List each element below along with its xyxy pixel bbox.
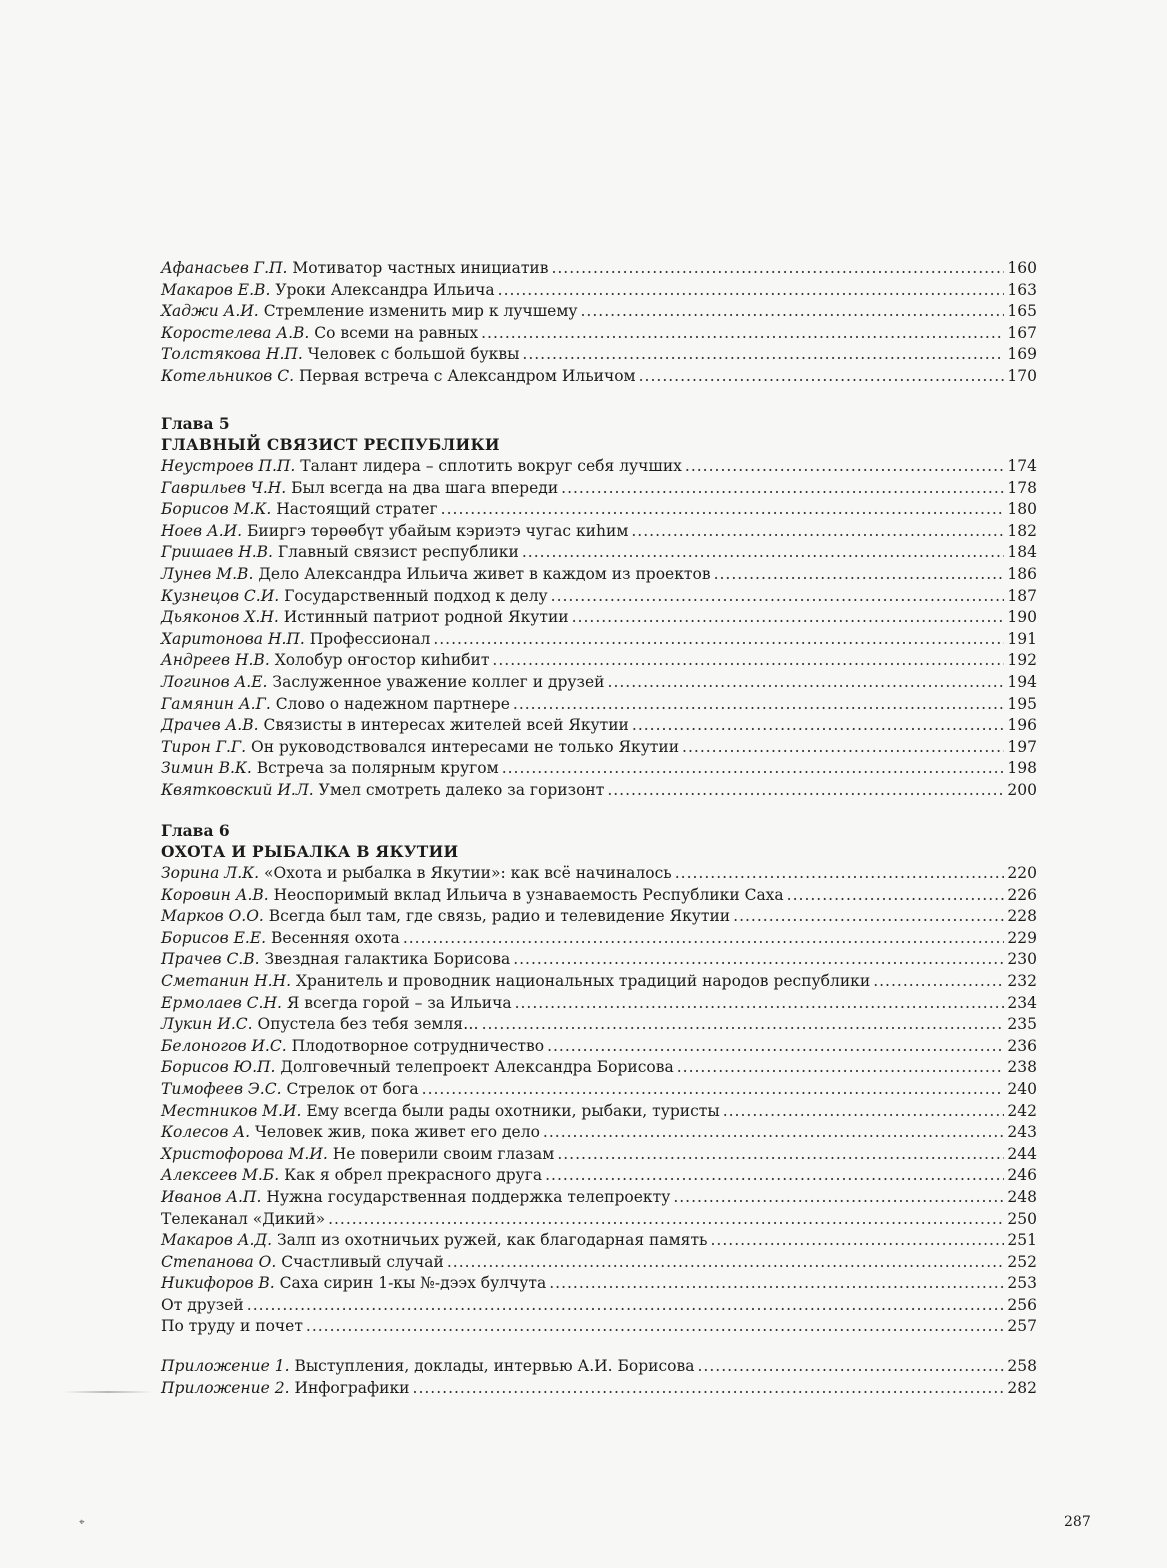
toc-entry-title: Человек жив, пока живет его дело xyxy=(254,1123,540,1142)
dot-leader xyxy=(522,344,1004,366)
toc-entry xyxy=(161,586,1037,608)
toc-entry-text xyxy=(161,607,569,629)
toc-entry xyxy=(161,993,1037,1015)
toc-entry-title: Залп из охотничьих ружей, как благодарная память xyxy=(276,1231,708,1250)
toc-entry-page: 228 xyxy=(1007,907,1037,926)
toc-entry-text xyxy=(161,1187,670,1209)
toc-entry-page: 184 xyxy=(1007,543,1037,562)
dot-leader xyxy=(481,323,1004,345)
toc-entry-title: Умел смотреть далеко за горизонт xyxy=(318,780,605,799)
toc-entry xyxy=(161,521,1037,543)
dot-leader xyxy=(714,564,1005,586)
dot-leader xyxy=(551,586,1005,608)
toc-entry xyxy=(161,1316,1037,1338)
toc-entry xyxy=(161,301,1037,323)
toc-entry-title: Не поверили своим глазам xyxy=(332,1144,555,1163)
toc-entry-author: Лукин И.С. xyxy=(161,1015,253,1034)
dot-leader xyxy=(639,366,1005,388)
toc-entry-author: Гамянин А.Г. xyxy=(161,694,271,713)
toc-entry-author: Гаврильев Ч.Н. xyxy=(161,478,287,497)
toc-entry-page: 160 xyxy=(1007,259,1037,277)
toc-entry-author: Борисов Е.Е. xyxy=(161,928,267,947)
toc-entry-author: Прачев С.В. xyxy=(161,950,260,969)
toc-entry-text xyxy=(161,323,478,345)
toc-entry xyxy=(161,1036,1037,1058)
toc-entry xyxy=(161,906,1037,928)
dot-leader xyxy=(561,478,1004,500)
toc-entry-author: Дьяконов Х.Н. xyxy=(161,608,279,627)
dot-leader xyxy=(413,1378,1005,1400)
toc-entry-author: Тимофеев Э.С. xyxy=(161,1079,282,1098)
toc-entry-text xyxy=(161,928,400,950)
toc-entry-title: Выступления, доклады, интервью А.И. Борисова xyxy=(294,1357,695,1375)
toc-entry-author: Кузнецов С.И. xyxy=(161,586,280,605)
toc-entry-text xyxy=(161,971,870,993)
toc-entry-title: Опустела без тебя земля… xyxy=(257,1015,479,1034)
toc-entry-author: Логинов А.Е. xyxy=(161,672,268,691)
chapter-number: Глава 6 xyxy=(161,821,230,840)
toc-entry-title: Талант лидера – сплотить вокруг себя лучших xyxy=(300,457,682,475)
toc-entry-text xyxy=(161,906,730,928)
toc-entry-page: 170 xyxy=(1007,366,1037,385)
toc-entry-page: 191 xyxy=(1007,629,1037,648)
toc-entry-author: Хаджи А.И. xyxy=(161,302,259,321)
toc-entry xyxy=(161,694,1037,716)
scan-streak xyxy=(64,1391,152,1393)
toc-entry-page: 246 xyxy=(1007,1166,1037,1185)
toc-entry-author: Марков О.О. xyxy=(161,907,264,926)
dot-leader xyxy=(522,542,1005,564)
toc-entry-text xyxy=(161,301,578,323)
toc-entry-text xyxy=(161,694,510,716)
toc-entry-author: Коростелева А.В. xyxy=(161,323,310,342)
toc-entry-title: Человек с большой буквы xyxy=(307,345,520,364)
toc-entry xyxy=(161,1057,1037,1079)
toc-entry xyxy=(161,1144,1037,1166)
toc-entry-title: Истинный патриот родной Якутии xyxy=(283,608,569,627)
toc-entry-page: 253 xyxy=(1007,1274,1037,1293)
toc-entry-text xyxy=(161,1079,419,1101)
toc-entry-author: Драчев А.В. xyxy=(161,716,259,735)
toc-entry-text xyxy=(161,1101,720,1123)
toc-entry-page: 196 xyxy=(1007,716,1037,735)
dot-leader xyxy=(441,499,1005,521)
toc-entry-page: 256 xyxy=(1007,1295,1037,1314)
toc-group-chapter4-tail xyxy=(161,258,1037,388)
dot-leader xyxy=(608,672,1005,694)
dot-leader xyxy=(492,650,1004,672)
toc-entry-text xyxy=(161,586,548,608)
toc-entry xyxy=(161,715,1037,737)
toc-entry-text xyxy=(161,715,629,737)
toc-entry xyxy=(161,323,1037,345)
toc-entry-text xyxy=(161,478,558,500)
dot-leader xyxy=(513,949,1004,971)
toc-entry-title: От друзей xyxy=(161,1295,244,1314)
toc-entry-author: Ноев А.И. xyxy=(161,521,243,540)
toc-entry-text xyxy=(161,758,499,780)
toc-entry-author: Квятковский И.Л. xyxy=(161,780,314,799)
page-number: 287 xyxy=(1064,1514,1091,1530)
toc-entry-text xyxy=(161,564,711,586)
toc-entry-title: Нужна государственная поддержка телепроекту xyxy=(266,1187,671,1206)
chapter-title: ГЛАВНЫЙ СВЯЗИСТ РЕСПУБЛИКИ xyxy=(161,435,500,454)
toc-entry-text xyxy=(161,456,682,478)
toc-entry-author: Неустроев П.П. xyxy=(161,457,296,475)
toc-entry-title: Первая встреча с Александром Ильичом xyxy=(298,366,636,385)
toc-entry-page: 236 xyxy=(1007,1036,1037,1055)
toc-entry-title: Слово о надежном партнере xyxy=(275,694,510,713)
toc-entry-page: 248 xyxy=(1007,1187,1037,1206)
toc-entry-page: 190 xyxy=(1007,608,1037,627)
toc-entry-title: Уроки Александра Ильича xyxy=(275,280,495,299)
toc-entry-author: Коровин А.В. xyxy=(161,885,269,904)
toc-entry-page: 180 xyxy=(1007,500,1037,519)
toc-entry-page: 244 xyxy=(1007,1144,1037,1163)
toc-entry-text xyxy=(161,672,605,694)
dot-leader xyxy=(723,1101,1005,1123)
toc-entry-title: Всегда был там, где связь, радио и телевидение Якутии xyxy=(268,907,731,926)
toc-entry-title: По труду и почет xyxy=(161,1317,303,1336)
dot-leader xyxy=(547,1036,1004,1058)
toc-entry-title: Стрелок от бога xyxy=(286,1079,419,1098)
dot-leader xyxy=(515,993,1005,1015)
toc-entry-page: 258 xyxy=(1007,1357,1037,1375)
dot-leader xyxy=(482,1014,1005,1036)
dot-leader xyxy=(607,780,1004,802)
toc-entry xyxy=(161,564,1037,586)
toc-entry-title: Плодотворное сотрудничество xyxy=(291,1036,545,1055)
toc-entry-title: Весенняя охота xyxy=(271,928,400,947)
toc-entry xyxy=(161,971,1037,993)
toc-entry-page: 194 xyxy=(1007,672,1037,691)
toc-entry-page: 163 xyxy=(1007,280,1037,299)
toc-entry-text xyxy=(161,258,548,280)
toc-entry xyxy=(161,1209,1037,1231)
toc-entry-text xyxy=(161,949,510,971)
toc-entry-text xyxy=(161,366,636,388)
toc-entry-text xyxy=(161,1036,544,1058)
toc-entry-title: Дело Александра Ильича живет в каждом из проектов xyxy=(258,564,711,583)
dot-leader xyxy=(572,607,1005,629)
toc-entry xyxy=(161,456,1037,478)
toc-entry-title: Саха сирин 1-кы №-дээх булчута xyxy=(279,1274,547,1293)
dot-leader xyxy=(433,629,1004,651)
toc-entry-author: Христофорова М.И. xyxy=(161,1144,328,1163)
toc-entry-text xyxy=(161,993,512,1015)
toc-entry xyxy=(161,280,1037,302)
toc-entry-title: Бииргэ төрөөбүт убайым кэриэтэ чугас киһим xyxy=(247,521,629,540)
toc-entry xyxy=(161,650,1037,672)
toc-entry-title: Я всегда горой – за Ильича xyxy=(286,993,512,1012)
dot-leader xyxy=(685,456,1005,478)
toc-entry-author: Харитонова Н.П. xyxy=(161,629,305,648)
toc-entry-page: 240 xyxy=(1007,1079,1037,1098)
toc-entry-author: Степанова О. xyxy=(161,1252,277,1271)
dot-leader xyxy=(675,863,1005,885)
toc-entry-author: Приложение 1. xyxy=(161,1357,290,1375)
toc-entry xyxy=(161,607,1037,629)
toc-entry-page: 232 xyxy=(1007,971,1037,990)
toc-entry-text xyxy=(161,1378,410,1400)
toc-entry-text xyxy=(161,1316,303,1338)
toc-entry xyxy=(161,1187,1037,1209)
toc-entry xyxy=(161,1014,1037,1036)
dot-leader xyxy=(733,906,1004,928)
toc-entry-page: 252 xyxy=(1007,1252,1037,1271)
toc-entry-text xyxy=(161,499,438,521)
dot-leader xyxy=(557,1144,1004,1166)
toc-entry-page: 230 xyxy=(1007,950,1037,969)
dot-leader xyxy=(677,1057,1005,1079)
toc-entry-text xyxy=(161,1057,674,1079)
dot-leader xyxy=(549,1273,1004,1295)
toc-entry-text xyxy=(161,650,489,672)
toc-entry-title: Звездная галактика Борисова xyxy=(264,950,511,969)
toc-entry-title: Долговечный телепроект Александра Борисова xyxy=(280,1058,674,1077)
toc-entry-author: Макаров А.Д. xyxy=(161,1231,273,1250)
toc-entry-title: Связисты в интересах жителей всей Якутии xyxy=(263,716,629,735)
toc-entry-text xyxy=(161,885,784,907)
dot-leader xyxy=(422,1079,1005,1101)
toc-entry-author: Иванов А.П. xyxy=(161,1187,262,1206)
toc-entry-text xyxy=(161,280,495,302)
toc-entry xyxy=(161,949,1037,971)
toc-entry-author: Тирон Г.Г. xyxy=(161,737,247,756)
toc-entry xyxy=(161,542,1037,564)
dot-leader xyxy=(513,694,1005,716)
toc-entry xyxy=(161,629,1037,651)
toc-entry-author: Гришаев Н.В. xyxy=(161,543,273,562)
toc-entry xyxy=(161,1079,1037,1101)
dot-leader xyxy=(545,1165,1004,1187)
dot-leader xyxy=(682,737,1004,759)
registration-mark-icon: ⌖ xyxy=(79,1517,85,1528)
toc-entry-title: Встреча за полярным кругом xyxy=(256,759,499,778)
toc-entry-title: Он руководствовался интересами не только Якутии xyxy=(251,737,680,756)
toc-entry-author: Местников М.И. xyxy=(161,1101,302,1120)
toc-entry-page: 238 xyxy=(1007,1058,1037,1077)
toc-entry-page: 187 xyxy=(1007,586,1037,605)
toc-entry xyxy=(161,1230,1037,1252)
toc-entry xyxy=(161,1273,1037,1295)
chapter-number: Глава 5 xyxy=(161,414,230,433)
toc-entry xyxy=(161,366,1037,388)
toc-entry-title: Был всегда на два шага впереди xyxy=(291,478,559,497)
toc-entry-title: Со всеми на равных xyxy=(314,323,479,342)
toc-entry-text xyxy=(161,1356,694,1378)
toc-entry-text xyxy=(161,1273,546,1295)
toc-entry-title: Неоспоримый вклад Ильича в узнаваемость Республики Саха xyxy=(273,885,784,904)
toc-entry-page: 197 xyxy=(1007,737,1037,756)
toc-entry-text xyxy=(161,1122,540,1144)
toc-chapter-5 xyxy=(161,413,1037,802)
toc-entry-author: Сметанин Н.Н. xyxy=(161,971,292,990)
toc-entry-author: Котельников С. xyxy=(161,366,295,385)
toc-entry-title: Инфографики xyxy=(294,1378,410,1397)
chapter-title: ОХОТА И РЫБАЛКА В ЯКУТИИ xyxy=(161,842,459,861)
chapter-entries xyxy=(161,863,1037,1338)
toc-entry-page: 165 xyxy=(1007,302,1037,321)
toc-entry-author: Приложение 2. xyxy=(161,1378,290,1397)
toc-entry-title: Как я обрел прекрасного друга xyxy=(284,1166,543,1185)
dot-leader xyxy=(581,301,1005,323)
toc-entry-text xyxy=(161,863,672,885)
toc-entry-author: Макаров Е.В. xyxy=(161,280,271,299)
toc-entry-text xyxy=(161,521,628,543)
toc-entry xyxy=(161,258,1037,280)
toc-entry-title: Стремление изменить мир к лучшему xyxy=(263,302,578,321)
toc-entry xyxy=(161,1295,1037,1317)
dot-leader xyxy=(710,1230,1004,1252)
toc-entry xyxy=(161,1378,1037,1400)
toc-entry xyxy=(161,1122,1037,1144)
toc-entry-page: 186 xyxy=(1007,564,1037,583)
toc-entry xyxy=(161,672,1037,694)
dot-leader xyxy=(551,258,1004,280)
toc-entry-author: Зимин В.К. xyxy=(161,759,252,778)
toc-entry xyxy=(161,1252,1037,1274)
dot-leader xyxy=(632,715,1005,737)
dot-leader xyxy=(403,928,1005,950)
toc-entry-author: Борисов М.К. xyxy=(161,500,272,519)
toc-entry-page: 226 xyxy=(1007,885,1037,904)
dot-leader xyxy=(447,1252,1005,1274)
toc-entry-page: 178 xyxy=(1007,478,1037,497)
toc-entry-title: Ему всегда были рады охотники, рыбаки, туристы xyxy=(306,1101,720,1120)
toc-entry-page: 234 xyxy=(1007,993,1037,1012)
toc-entry-author: Борисов Ю.П. xyxy=(161,1058,276,1077)
toc-entry-author: Белоногов И.С. xyxy=(161,1036,287,1055)
toc-entry-author: Ермолаев С.Н. xyxy=(161,993,282,1012)
toc-entry-page: 243 xyxy=(1007,1123,1037,1142)
toc-entry-text xyxy=(161,1295,244,1317)
toc-entry xyxy=(161,780,1037,802)
toc-appendices xyxy=(161,1356,1037,1399)
toc-entry-page: 250 xyxy=(1007,1209,1037,1228)
toc-entry-text xyxy=(161,780,604,802)
dot-leader xyxy=(787,885,1005,907)
toc-entry-text xyxy=(161,629,430,651)
toc-entry-text xyxy=(161,542,519,564)
toc-entry-text xyxy=(161,1014,479,1036)
toc-entry-author: Алексеев М.Б. xyxy=(161,1166,280,1185)
toc-entry-page: 242 xyxy=(1007,1101,1037,1120)
toc-entry-page: 200 xyxy=(1007,780,1037,799)
toc-entry-page: 169 xyxy=(1007,345,1037,364)
toc-entry-page: 229 xyxy=(1007,928,1037,947)
toc-entry xyxy=(161,885,1037,907)
dot-leader xyxy=(543,1122,1004,1144)
toc-entry-title: Главный связист республики xyxy=(277,543,519,562)
dot-leader xyxy=(247,1295,1005,1317)
dot-leader xyxy=(502,758,1005,780)
toc-entry-title: Телеканал «Дикий» xyxy=(161,1209,326,1228)
toc-entry xyxy=(161,344,1037,366)
dot-leader xyxy=(306,1316,1005,1338)
chapter-entries xyxy=(161,456,1037,802)
toc-entry-page: 167 xyxy=(1007,323,1037,342)
toc-entry-page: 174 xyxy=(1007,457,1037,475)
toc-entry-text xyxy=(161,1144,554,1166)
dot-leader xyxy=(873,971,1004,993)
toc-entry-text xyxy=(161,1209,325,1231)
toc-entry-text xyxy=(161,344,519,366)
toc-entry-text xyxy=(161,1230,707,1252)
toc-entry-text xyxy=(161,1252,444,1274)
dot-leader xyxy=(498,280,1005,302)
toc-entry-author: Андреев Н.В. xyxy=(161,651,270,670)
toc-entry xyxy=(161,1165,1037,1187)
toc-entry xyxy=(161,863,1037,885)
toc-entry-title: Хранитель и проводник национальных традиций народов республики xyxy=(295,971,871,990)
toc-entry-title: Заслуженное уважение коллег и друзей xyxy=(272,672,605,691)
toc-entry-author: Зорина Л.К. xyxy=(161,864,260,882)
toc-entry-text xyxy=(161,1165,542,1187)
dot-leader xyxy=(328,1209,1004,1231)
toc-entry xyxy=(161,737,1037,759)
toc-entry-title: «Охота и рыбалка в Якутии»: как всё начиналось xyxy=(264,864,672,882)
toc-entry-page: 198 xyxy=(1007,759,1037,778)
toc-entry-author: Никифоров В. xyxy=(161,1274,275,1293)
toc-entry-title: Государственный подход к делу xyxy=(284,586,548,605)
toc-entry-page: 235 xyxy=(1007,1015,1037,1034)
dot-leader xyxy=(631,521,1004,543)
toc-entry xyxy=(161,758,1037,780)
toc-entry-page: 257 xyxy=(1007,1317,1037,1336)
toc-entry-text xyxy=(161,737,679,759)
toc-entry xyxy=(161,499,1037,521)
toc-entry-page: 282 xyxy=(1007,1378,1037,1397)
toc-entry-title: Холобур оҥостор киһибит xyxy=(274,651,490,670)
toc-entry xyxy=(161,1101,1037,1123)
toc-entry-page: 251 xyxy=(1007,1231,1037,1250)
dot-leader xyxy=(673,1187,1004,1209)
toc-entry-page: 195 xyxy=(1007,694,1037,713)
toc-entry-title: Мотиватор частных инициатив xyxy=(292,259,549,277)
toc-entry-page: 192 xyxy=(1007,651,1037,670)
toc-entry-title: Счастливый случай xyxy=(281,1252,444,1271)
toc-entry-page: 220 xyxy=(1007,864,1037,882)
toc-entry xyxy=(161,928,1037,950)
toc-entry-author: Толстякова Н.П. xyxy=(161,345,303,364)
toc-entry-title: Профессионал xyxy=(309,629,431,648)
toc-entry-title: Настоящий стратег xyxy=(276,500,438,519)
toc-entry xyxy=(161,1356,1037,1378)
toc-chapter-6 xyxy=(161,820,1037,1338)
toc-entry-author: Афанасьев Г.П. xyxy=(161,259,288,277)
toc-entry-author: Колесов А. xyxy=(161,1123,250,1142)
toc-entry-author: Лунев М.В. xyxy=(161,564,254,583)
dot-leader xyxy=(697,1356,1004,1378)
toc-entry-page: 182 xyxy=(1007,521,1037,540)
toc-entry xyxy=(161,478,1037,500)
